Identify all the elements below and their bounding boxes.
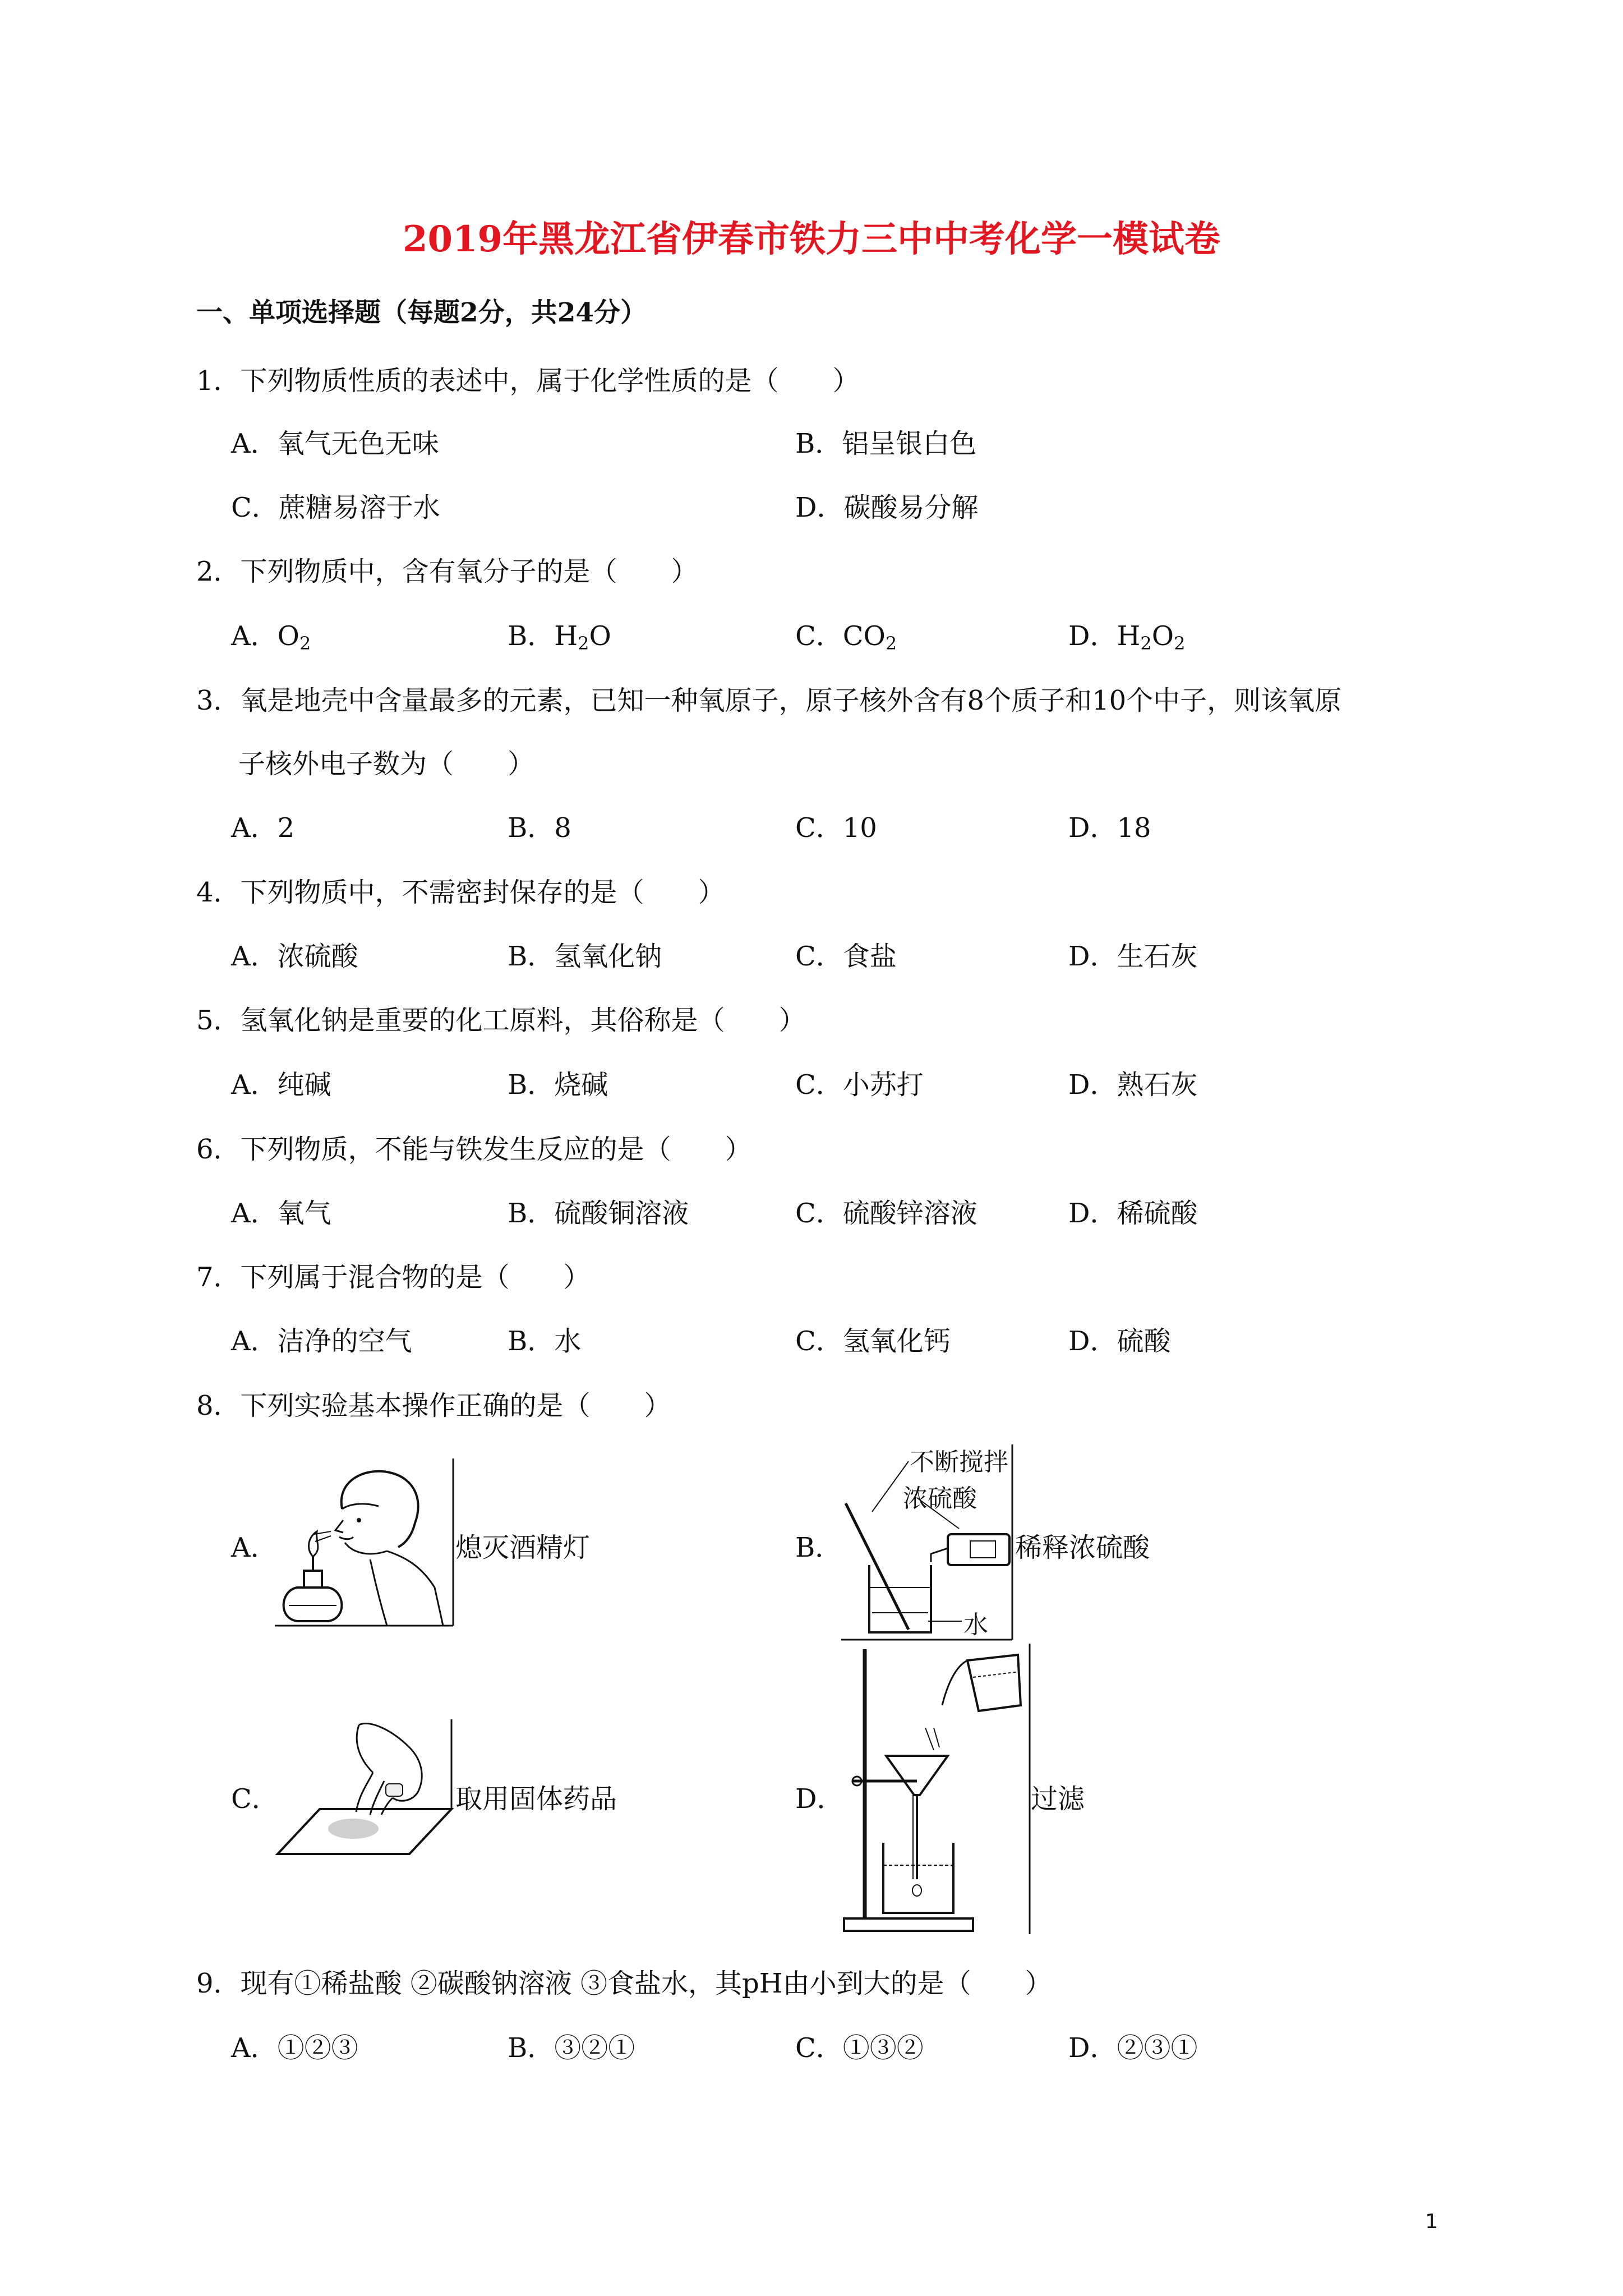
q5-option-b: B．烧碱 <box>508 1069 608 1101</box>
q8-option-c-letter: C． <box>231 1783 279 1815</box>
q1-option-c: C．蔗糖易溶于水 <box>231 492 440 523</box>
q4-option-c: C．食盐 <box>795 941 897 972</box>
q8-option-b-label-stir: 不断搅拌 <box>910 1448 1008 1476</box>
q8-option-a-letter: A． <box>231 1532 278 1563</box>
alcohol-lamp-figure <box>275 1458 454 1627</box>
q3-option-d: D．18 <box>1068 812 1151 844</box>
question-3-stem-line2: 子核外电子数为（ ） <box>238 748 535 780</box>
q5-option-c: C．小苏打 <box>795 1069 924 1101</box>
page-title: 2019年黑龙江省伊春市铁力三中中考化学一模试卷 <box>402 218 1221 260</box>
question-4-stem: 4．下列物质中，不需密封保存的是（ ） <box>196 877 725 908</box>
q8-option-d-caption: 过滤 <box>1031 1783 1085 1815</box>
q4-option-a: A．浓硫酸 <box>231 941 358 972</box>
question-9-stem: 9．现有①稀盐酸 ②碳酸钠溶液 ③食盐水，其pH由小到大的是（ ） <box>196 1968 1052 1999</box>
q6-option-d: D．稀硫酸 <box>1068 1198 1198 1229</box>
page-number: 1 <box>1425 2210 1438 2233</box>
q7-option-d: D．硫酸 <box>1068 1326 1171 1357</box>
q1-option-b: B．铝呈银白色 <box>795 428 977 459</box>
question-5-stem: 5．氢氧化钠是重要的化工原料，其俗称是（ ） <box>196 1005 806 1036</box>
q8-option-b-letter: B． <box>795 1532 842 1563</box>
question-1-stem: 1．下列物质性质的表述中，属于化学性质的是（ ） <box>196 365 860 397</box>
q8-option-a-caption: 熄灭酒精灯 <box>455 1532 591 1563</box>
q7-option-c: C．氢氧化钙 <box>795 1326 951 1357</box>
q6-option-a: A．氧气 <box>231 1198 331 1229</box>
section-heading: 一、单项选择题（每题2分，共24分） <box>196 297 647 328</box>
q7-option-b: B．水 <box>508 1326 582 1357</box>
q9-option-a: A．①②③ <box>231 2032 358 2064</box>
q8-option-b-label-acid: 浓硫酸 <box>903 1484 977 1513</box>
question-6-stem: 6．下列物质，不能与铁发生反应的是（ ） <box>196 1134 752 1165</box>
question-2-stem: 2．下列物质中，含有氧分子的是（ ） <box>196 556 698 587</box>
q2-option-b: B．$H_2O$ <box>508 620 611 654</box>
q3-option-c: C．10 <box>795 812 877 844</box>
q2-option-d: D．$H_2O_2$ <box>1068 620 1186 654</box>
q8-option-c-caption: 取用固体药品 <box>455 1783 617 1815</box>
q6-option-b: B．硫酸铜溶液 <box>508 1198 689 1229</box>
q8-option-b-caption: 稀释浓硫酸 <box>1015 1532 1150 1563</box>
q5-option-a: A．纯碱 <box>231 1069 331 1101</box>
q2-option-a: A．$O_2$ <box>231 620 311 654</box>
q3-option-a: A．2 <box>231 812 295 844</box>
question-3-stem-line1: 3．氧是地壳中含量最多的元素，已知一种氧原子，原子核外含有8个质子和10个中子，则该氧原 <box>196 685 1342 716</box>
q9-option-c: C．①③② <box>795 2032 924 2064</box>
question-8-stem: 8．下列实验基本操作正确的是（ ） <box>196 1390 671 1421</box>
q9-option-b: B．③②① <box>508 2032 635 2064</box>
q1-option-d: D．碳酸易分解 <box>795 492 979 523</box>
q2-option-c: C．$CO_2$ <box>795 620 897 654</box>
q6-option-c: C．硫酸锌溶液 <box>795 1198 978 1229</box>
filtration-figure <box>841 1644 1032 1935</box>
solid-drug-figure <box>275 1719 454 1860</box>
q1-option-a: A．氧气无色无味 <box>231 428 439 459</box>
question-7-stem: 7．下列属于混合物的是（ ） <box>196 1262 591 1293</box>
q8-option-b-label-water: 水 <box>963 1611 988 1639</box>
q4-option-d: D．生石灰 <box>1068 941 1198 972</box>
q4-option-b: B．氢氧化钠 <box>508 941 662 972</box>
q8-option-d-letter: D． <box>795 1783 844 1815</box>
q9-option-d: D．②③① <box>1068 2032 1198 2064</box>
q7-option-a: A．洁净的空气 <box>231 1326 412 1357</box>
q5-option-d: D．熟石灰 <box>1068 1069 1198 1101</box>
q3-option-b: B．8 <box>508 812 571 844</box>
